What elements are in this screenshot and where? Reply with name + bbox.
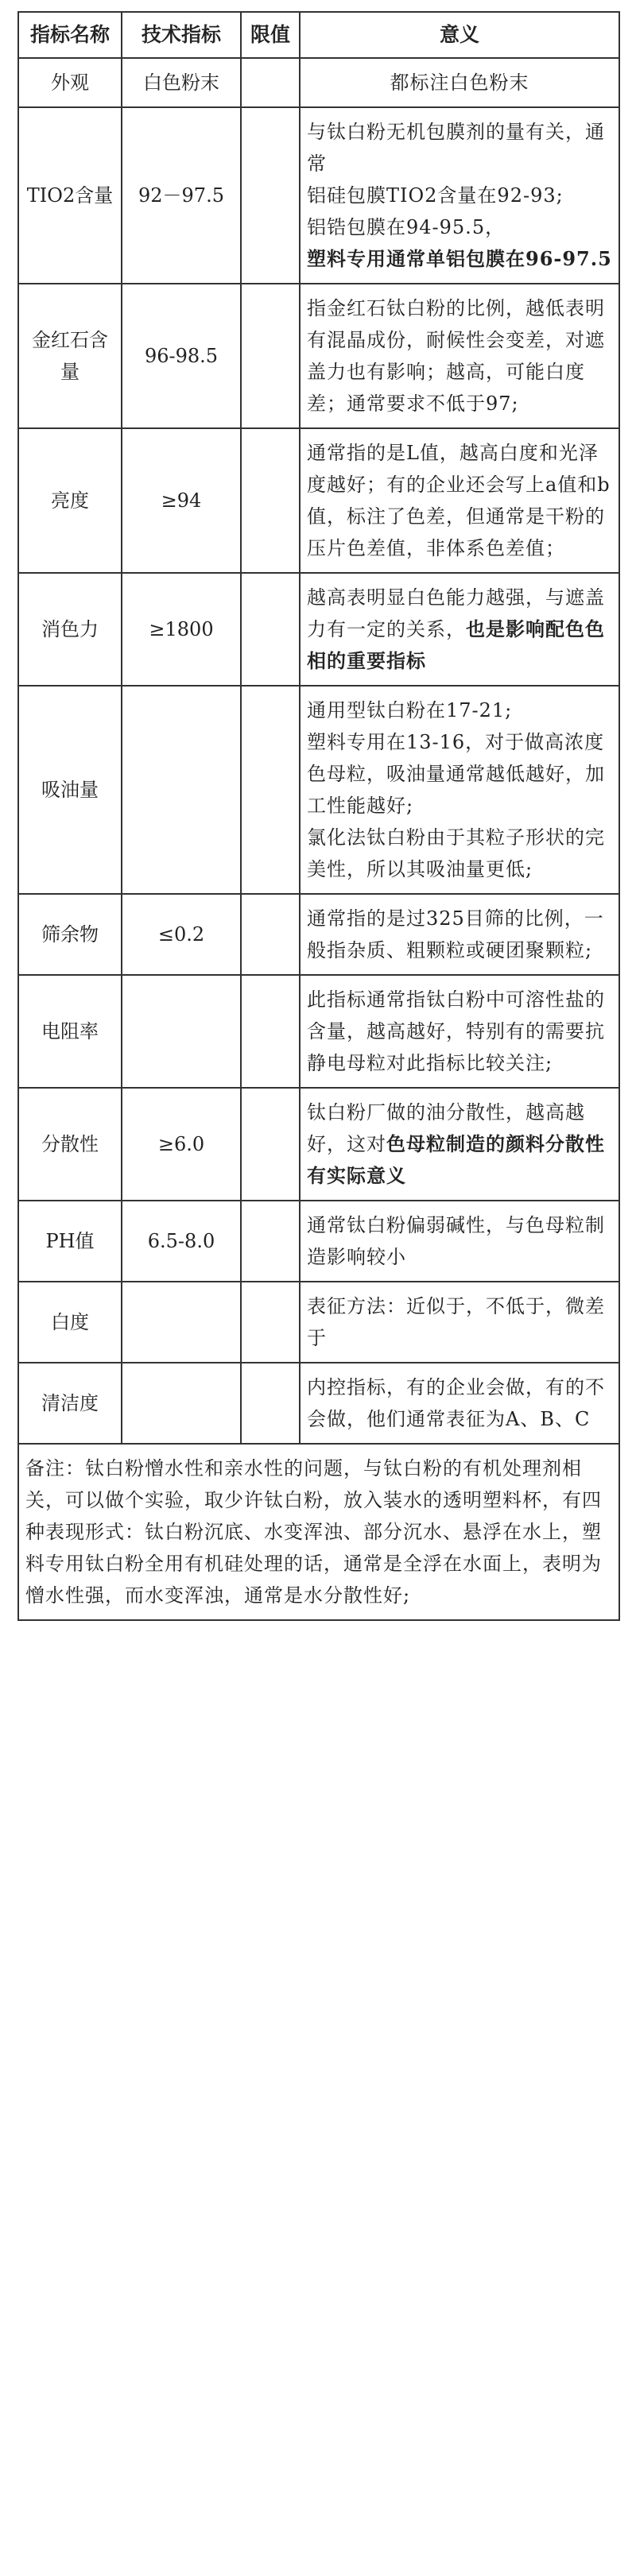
row-limit xyxy=(241,1201,300,1282)
meaning-text: 都标注白色粉末 xyxy=(390,72,529,94)
row-value: 92－97.5 xyxy=(122,107,241,284)
row-value: ≥94 xyxy=(122,428,241,573)
spec-table xyxy=(17,11,620,1621)
meaning-text: 铝硅包膜TIO2含量在92-93; xyxy=(307,184,564,207)
meaning-bold-text: 也是影响配色色相的重要指标 xyxy=(307,617,605,672)
row-value: ≥6.0 xyxy=(122,1088,241,1201)
notes-cell xyxy=(18,1444,619,1620)
meaning-text: 氯化法钛白粉由于其粒子形状的完美性，所以其吸油量更低; xyxy=(307,826,605,880)
row-meaning xyxy=(300,1282,619,1363)
table-row xyxy=(18,58,619,107)
header-row xyxy=(18,12,619,58)
meaning-text: 表征方法：近似于，不低于，微差于 xyxy=(307,1295,605,1349)
table-row xyxy=(18,428,619,573)
row-name: 金红石含量 xyxy=(18,284,122,428)
row-meaning xyxy=(300,975,619,1088)
meaning-text: 内控指标，有的企业会做，有的不会做，他们通常表征为A、B、C xyxy=(307,1376,605,1430)
table-row xyxy=(18,975,619,1088)
header-meaning: 意义 xyxy=(300,12,619,58)
table-row xyxy=(18,686,619,894)
meaning-text: 与钛白粉无机包膜剂的量有关，通常 xyxy=(307,121,605,175)
row-value: 白色粉末 xyxy=(122,58,241,107)
row-value: ≤0.2 xyxy=(122,894,241,975)
row-meaning xyxy=(300,428,619,573)
row-name: 亮度 xyxy=(18,428,122,573)
row-limit xyxy=(241,573,300,686)
row-meaning xyxy=(300,107,619,284)
row-name: TIO2含量 xyxy=(18,107,122,284)
row-limit xyxy=(241,284,300,428)
meaning-bold-text: 塑料专用通常单铝包膜在96-97.5 xyxy=(307,247,612,270)
row-limit xyxy=(241,975,300,1088)
row-name: 消色力 xyxy=(18,573,122,686)
meaning-text: 铝锆包膜在94-95.5， xyxy=(307,216,506,238)
row-meaning xyxy=(300,284,619,428)
table-row xyxy=(18,1088,619,1201)
row-value: 6.5-8.0 xyxy=(122,1201,241,1282)
row-name: 清洁度 xyxy=(18,1363,122,1444)
row-meaning xyxy=(300,573,619,686)
row-meaning xyxy=(300,686,619,894)
meaning-bold-text: 色母粒制造的颜料分散性有实际意义 xyxy=(307,1132,605,1187)
meaning-text: 通常指的是L值，越高白度和光泽度越好；有的企业还会写上a值和b值，标注了色差，但通常是干粉的压片色差值，非体系色差值； xyxy=(307,442,611,559)
meaning-text: 通常指的是过325目筛的比例，一般指杂质、粗颗粒或硬团聚颗粒; xyxy=(307,907,604,961)
meaning-text: 钛白粉厂做的油分散性，越高越好，这对 xyxy=(307,1101,585,1155)
row-value: ≥1800 xyxy=(122,573,241,686)
table-row xyxy=(18,1282,619,1363)
row-name: 白度 xyxy=(18,1282,122,1363)
row-limit xyxy=(241,894,300,975)
meaning-text: 通常钛白粉偏弱碱性，与色母粒制造影响较小 xyxy=(307,1214,605,1268)
row-value: 96-98.5 xyxy=(122,284,241,428)
row-name: 筛余物 xyxy=(18,894,122,975)
table-row xyxy=(18,894,619,975)
row-name: 分散性 xyxy=(18,1088,122,1201)
row-meaning xyxy=(300,1088,619,1201)
meaning-text: 塑料专用在13-16，对于做高浓度色母粒，吸油量通常越低越好，加工性能越好; xyxy=(307,731,605,817)
table-row xyxy=(18,284,619,428)
header-name: 指标名称 xyxy=(18,12,122,58)
row-value xyxy=(122,1282,241,1363)
row-meaning xyxy=(300,58,619,107)
table-row xyxy=(18,1201,619,1282)
row-limit xyxy=(241,58,300,107)
meaning-text: 此指标通常指钛白粉中可溶性盐的含量，越高越好，特别有的需要抗静电母粒对此指标比较关注; xyxy=(307,988,605,1074)
row-limit xyxy=(241,428,300,573)
row-name: PH值 xyxy=(18,1201,122,1282)
row-limit xyxy=(241,686,300,894)
notes-text: 备注：钛白粉憎水性和亲水性的问题，与钛白粉的有机处理剂相关，可以做个实验，取少许钛白粉，放入装水的透明塑料杯，有四种表现形式：钛白粉沉底、水变浑浊、部分沉水、悬浮在水上，塑料专用钛白粉全用有机硅处理的话，通常是全浮在水面上，表明为憎水性强，而水变浑浊，通常是水分散性好; xyxy=(25,1457,602,1607)
header-limit: 限值 xyxy=(241,12,300,58)
row-name: 外观 xyxy=(18,58,122,107)
header-value: 技术指标 xyxy=(122,12,241,58)
notes-row xyxy=(18,1444,619,1620)
meaning-text: 通用型钛白粉在17-21; xyxy=(307,699,513,721)
row-meaning xyxy=(300,894,619,975)
row-value xyxy=(122,686,241,894)
meaning-text: 越高表明显白色能力越强，与遮盖力有一定的关系， xyxy=(307,586,605,640)
table-row xyxy=(18,107,619,284)
row-meaning xyxy=(300,1201,619,1282)
meaning-text: 指金红石钛白粉的比例，越低表明有混晶成份，耐候性会变差，对遮盖力也有影响；越高，可能白度差；通常要求不低于97; xyxy=(307,297,605,415)
row-limit xyxy=(241,1282,300,1363)
row-name: 吸油量 xyxy=(18,686,122,894)
row-value xyxy=(122,975,241,1088)
row-limit xyxy=(241,107,300,284)
row-limit xyxy=(241,1088,300,1201)
row-value xyxy=(122,1363,241,1444)
row-meaning xyxy=(300,1363,619,1444)
table-row xyxy=(18,1363,619,1444)
row-name: 电阻率 xyxy=(18,975,122,1088)
table-row xyxy=(18,573,619,686)
row-limit xyxy=(241,1363,300,1444)
